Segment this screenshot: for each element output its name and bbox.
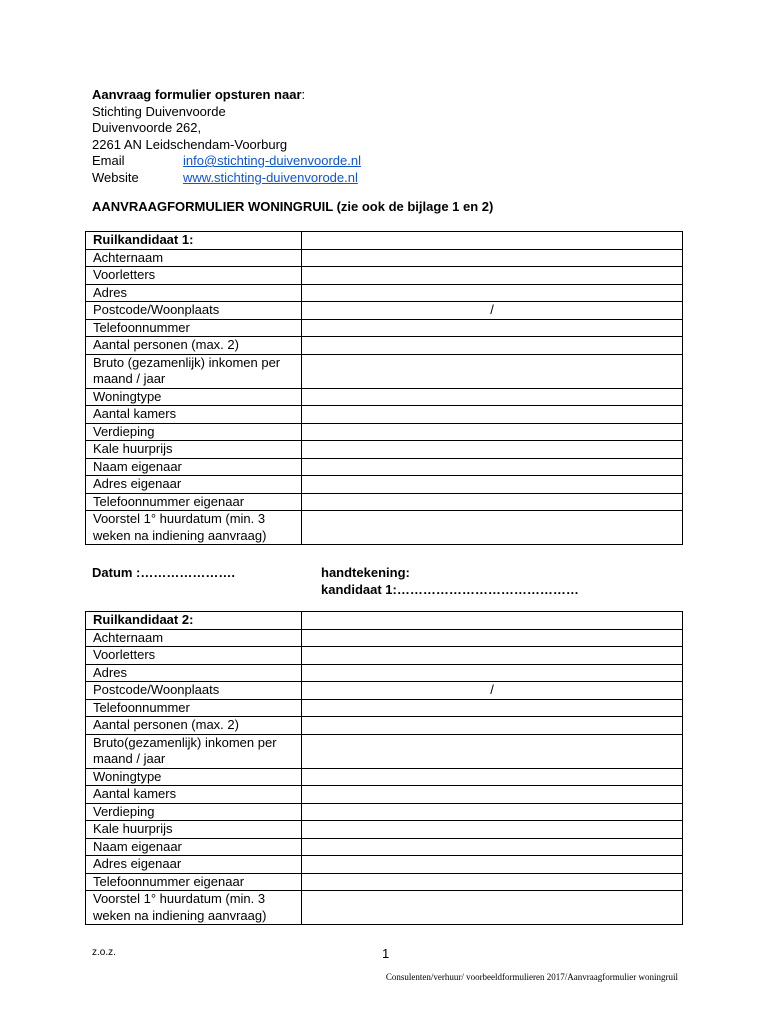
file-path: Consulenten/verhuur/ voorbeeldformulieren 2017/Aanvraagformulier woningruil bbox=[385, 972, 678, 982]
table-row bbox=[86, 682, 683, 700]
org-name: Stichting Duivenvoorde bbox=[92, 103, 226, 119]
field-label: Woningtype bbox=[86, 768, 302, 786]
table-row bbox=[86, 337, 683, 355]
field-value[interactable] bbox=[302, 664, 683, 682]
field-value[interactable] bbox=[302, 441, 683, 459]
table-row bbox=[86, 647, 683, 665]
field-value[interactable] bbox=[302, 511, 683, 545]
field-value[interactable] bbox=[302, 717, 683, 735]
field-value[interactable] bbox=[302, 821, 683, 839]
zoz-note: z.o.z. bbox=[92, 947, 116, 958]
form-heading: AANVRAAGFORMULIER WONINGRUIL (zie ook de bijlage 1 en 2) bbox=[92, 199, 494, 214]
table-header-value[interactable] bbox=[302, 232, 683, 250]
field-value[interactable] bbox=[302, 319, 683, 337]
field-label: Adres bbox=[86, 664, 302, 682]
field-value[interactable] bbox=[302, 768, 683, 786]
field-value[interactable] bbox=[302, 786, 683, 804]
field-label: Voorletters bbox=[86, 647, 302, 665]
website-label: Website bbox=[92, 169, 139, 185]
email-link[interactable]: info@stichting-duivenvoorde.nl bbox=[183, 153, 361, 168]
field-value[interactable] bbox=[302, 629, 683, 647]
table-row bbox=[86, 267, 683, 285]
table-row bbox=[86, 284, 683, 302]
field-label: Telefoonnummer eigenaar bbox=[86, 873, 302, 891]
field-label: Bruto(gezamenlijk) inkomen per maand / jaar bbox=[86, 734, 302, 768]
field-value[interactable] bbox=[302, 891, 683, 925]
field-label: Kale huurprijs bbox=[86, 441, 302, 459]
field-value[interactable] bbox=[302, 803, 683, 821]
table-row bbox=[86, 717, 683, 735]
field-value[interactable] bbox=[302, 476, 683, 494]
field-value[interactable] bbox=[302, 493, 683, 511]
table-row bbox=[86, 856, 683, 874]
field-label: Voorstel 1° huurdatum (min. 3 weken na indiening aanvraag) bbox=[86, 511, 302, 545]
table-row bbox=[86, 493, 683, 511]
field-label: Kale huurprijs bbox=[86, 821, 302, 839]
field-label: Achternaam bbox=[86, 249, 302, 267]
field-value[interactable] bbox=[302, 267, 683, 285]
table-row bbox=[86, 476, 683, 494]
field-label: Aantal kamers bbox=[86, 406, 302, 424]
website-link[interactable]: www.stichting-duivenvorode.nl bbox=[183, 169, 358, 185]
table-row bbox=[86, 838, 683, 856]
table-row bbox=[86, 891, 683, 925]
table-header-row bbox=[86, 612, 683, 630]
field-value[interactable] bbox=[302, 284, 683, 302]
table-row bbox=[86, 734, 683, 768]
table-row bbox=[86, 249, 683, 267]
field-label: Aantal personen (max. 2) bbox=[86, 717, 302, 735]
table-header-label: Ruilkandidaat 1: bbox=[86, 232, 302, 250]
table-row bbox=[86, 406, 683, 424]
field-value[interactable] bbox=[302, 647, 683, 665]
website-row bbox=[92, 170, 361, 187]
field-label: Postcode/Woonplaats bbox=[86, 302, 302, 320]
table-row bbox=[86, 664, 683, 682]
email-row bbox=[92, 153, 361, 170]
signature-field: handtekening: kandidaat 1:…………………………………… bbox=[321, 565, 579, 597]
table-row bbox=[86, 803, 683, 821]
table-row bbox=[86, 699, 683, 717]
table-row bbox=[86, 458, 683, 476]
table-row bbox=[86, 786, 683, 804]
table-row bbox=[86, 873, 683, 891]
field-value[interactable] bbox=[302, 699, 683, 717]
table-row bbox=[86, 821, 683, 839]
table-header-value[interactable] bbox=[302, 612, 683, 630]
field-label: Voorletters bbox=[86, 267, 302, 285]
field-value[interactable]: / bbox=[302, 302, 683, 320]
field-value[interactable] bbox=[302, 838, 683, 856]
field-label: Achternaam bbox=[86, 629, 302, 647]
field-label: Telefoonnummer bbox=[86, 699, 302, 717]
page-number: 1 bbox=[382, 946, 390, 961]
field-label: Adres eigenaar bbox=[86, 856, 302, 874]
field-value[interactable] bbox=[302, 423, 683, 441]
field-label: Adres bbox=[86, 284, 302, 302]
field-value[interactable]: / bbox=[302, 682, 683, 700]
field-value[interactable] bbox=[302, 734, 683, 768]
date-field: Datum :…………………. bbox=[92, 565, 235, 580]
field-label: Naam eigenaar bbox=[86, 458, 302, 476]
field-label: Telefoonnummer eigenaar bbox=[86, 493, 302, 511]
table-row bbox=[86, 354, 683, 388]
table-row bbox=[86, 302, 683, 320]
field-value[interactable] bbox=[302, 337, 683, 355]
field-label: Aantal kamers bbox=[86, 786, 302, 804]
candidate-2-table bbox=[85, 611, 683, 925]
table-header-label: Ruilkandidaat 2: bbox=[86, 612, 302, 630]
address-title: Aanvraag formulier opsturen naar: bbox=[92, 87, 306, 102]
email-label: Email bbox=[92, 153, 125, 168]
field-label: Verdieping bbox=[86, 803, 302, 821]
table-row bbox=[86, 319, 683, 337]
table-row bbox=[86, 511, 683, 545]
table-row bbox=[86, 388, 683, 406]
field-label: Bruto (gezamenlijk) inkomen per maand / jaar bbox=[86, 354, 302, 388]
field-value[interactable] bbox=[302, 354, 683, 388]
field-value[interactable] bbox=[302, 873, 683, 891]
field-label: Woningtype bbox=[86, 388, 302, 406]
table-row bbox=[86, 423, 683, 441]
street: Duivenvoorde 262, bbox=[92, 120, 202, 135]
candidate-1-table bbox=[85, 231, 683, 545]
address-block bbox=[92, 87, 361, 186]
table-row bbox=[86, 441, 683, 459]
city: 2261 AN Leidschendam-Voorburg bbox=[92, 136, 288, 152]
table-header-row bbox=[86, 232, 683, 250]
field-label: Telefoonnummer bbox=[86, 319, 302, 337]
field-value[interactable] bbox=[302, 406, 683, 424]
field-value[interactable] bbox=[302, 856, 683, 874]
table-row bbox=[86, 629, 683, 647]
field-label: Adres eigenaar bbox=[86, 476, 302, 494]
field-label: Postcode/Woonplaats bbox=[86, 682, 302, 700]
table-row bbox=[86, 768, 683, 786]
field-value[interactable] bbox=[302, 458, 683, 476]
field-label: Verdieping bbox=[86, 423, 302, 441]
field-label: Naam eigenaar bbox=[86, 838, 302, 856]
field-value[interactable] bbox=[302, 388, 683, 406]
field-value[interactable] bbox=[302, 249, 683, 267]
field-label: Voorstel 1° huurdatum (min. 3 weken na indiening aanvraag) bbox=[86, 891, 302, 925]
field-label: Aantal personen (max. 2) bbox=[86, 337, 302, 355]
